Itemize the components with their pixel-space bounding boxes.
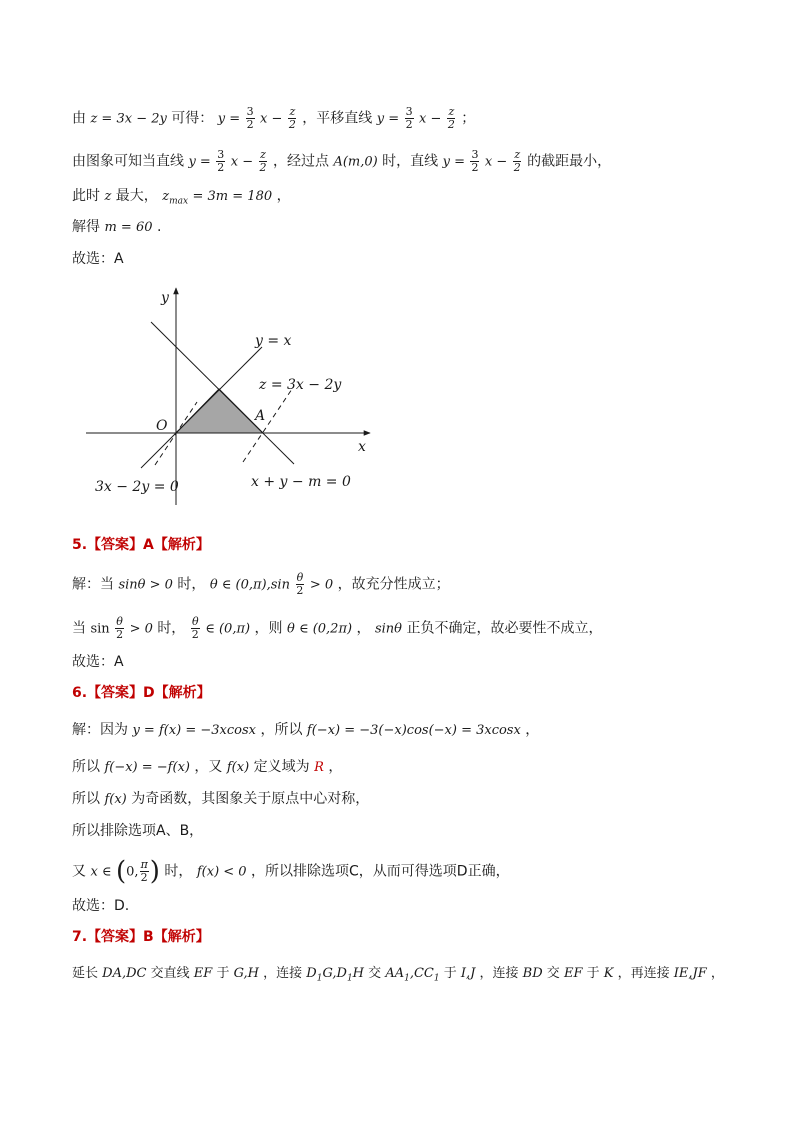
text: ， [710,966,724,981]
q6-line-2 [72,757,342,778]
math: y = [188,154,211,170]
text: ； [461,110,476,127]
text: ，平移直线 [302,110,373,127]
q6-line-5: 又 x ∈ (0, $\frac{\pi}{2}$ ) 时， f(x) < 0 ，所以排除选项C，从而可得选项D正确， [72,856,510,887]
text: 故选：D. [72,898,130,914]
text: ，故充分性成立； [337,576,450,593]
math: I,J [460,966,476,981]
math: y = f(x) = −3xcosx [132,723,257,738]
math: EF [563,966,583,981]
text: 交 [546,966,560,981]
math: > 0 [129,621,153,637]
text: 所以 [72,791,100,807]
math: BD [522,966,543,981]
math: $D_1G,D_1H$ [306,966,365,984]
label-y: y [161,290,169,306]
math: θ ∈ (0,2π) [286,621,353,637]
text: 解：当 [72,576,114,593]
text: 故选：A [72,654,124,670]
text: 于 [443,966,457,981]
q6-line-3 [72,789,369,810]
text: ，经过点 [273,153,329,170]
text: ，则 [254,620,283,637]
text: ，所以 [260,722,303,738]
text: 时，直线 [382,153,439,170]
math: y = [217,111,241,127]
math: y = [376,111,400,127]
fraction: $\frac{\theta}{2}$ [296,571,304,597]
text: ，连接 [263,966,303,981]
feasible-region [176,389,266,433]
fraction: $\frac{z}{2}$ [259,148,267,174]
fraction: $\frac{\theta}{2}$ [191,615,199,641]
fraction: $\frac{3}{2}$ [217,148,225,174]
fraction: $\frac{3}{2}$ [471,148,479,174]
math: DA,DC [102,966,147,981]
text: 延长 [72,966,99,981]
text: 为奇函数，其图象关于原点中心对称， [131,791,370,807]
math: f(x) [104,792,127,807]
answer-header: 6.【答案】D【解析】 [72,685,211,701]
text: 故选：A [72,251,124,267]
q6-line-1 [72,720,539,741]
text: 最大， [115,188,158,204]
math: x ∈ [90,864,112,880]
fraction: $\frac{3}{2}$ [246,105,254,131]
fraction: $\frac{z}{2}$ [513,148,521,174]
text: 可得： [171,110,214,127]
text: 所以 [72,759,100,775]
answer-header: 5.【答案】A【解析】 [72,537,210,553]
solution-line-4 [72,217,161,238]
solution-line-1 [72,106,475,131]
text: 所以排除选项A、B， [72,823,204,839]
text: ， [276,188,291,204]
math: EF [193,966,213,981]
text: ， [525,722,540,738]
fraction: $\frac{z}{2}$ [447,105,455,131]
solution-line-5 [72,249,124,269]
math: $AA_1,CC_1$ [385,966,440,984]
text: 于 [216,966,230,981]
math: R [314,760,324,775]
math: f(x) < 0 [196,864,247,880]
text: 的截距最小， [527,153,612,170]
q5-line-1 [72,572,450,597]
math: x − [230,154,254,170]
text: 于 [586,966,600,981]
math: G,H [233,966,259,981]
text: 时， [177,576,206,593]
math: f(x) [226,760,250,775]
line-y-equals-x [141,347,262,468]
math: f(−x) = −f(x) [104,760,190,775]
fraction: $\frac{\pi}{2}$ [140,858,148,884]
question-6-header [72,683,211,703]
math: = 3m = 180 [192,189,273,204]
text: 交 [368,966,382,981]
math: IE,JF [673,966,707,981]
label-3x-2y-0: 3x − 2y = 0 [95,479,179,495]
text: 此时 [72,188,100,204]
math: x − [419,111,442,127]
math: ∈ (0,π) [205,621,251,637]
coordinate-figure [80,282,380,507]
math: m = 60 [104,220,153,235]
text: 时， [157,620,186,637]
text: 时， [164,863,193,880]
q6-line-6 [72,896,129,916]
q7-line-1 [72,964,724,989]
text: ，所以排除选项C，从而可得选项D正确， [251,863,510,880]
text: 当 [72,620,86,637]
math: A(m,0) [333,154,378,170]
math: f(−x) = −3(−x)cos(−x) = 3xcosx [306,723,521,738]
question-5-header [72,535,210,555]
fraction: $\frac{3}{2}$ [405,105,413,131]
text: 解得 [72,219,100,235]
text: 由 [72,110,86,127]
math: x − [260,111,283,127]
q6-line-4 [72,821,203,841]
text: ，连接 [479,966,519,981]
math: sin [90,621,110,637]
text: 定义域为 [253,759,310,775]
label-x: x [358,439,366,455]
text: ， [356,620,371,637]
text: ，再连接 [617,966,670,981]
label-x-y-m-0: x + y − m = 0 [251,474,351,490]
math: θ ∈ (0,π),sin [209,577,290,593]
label-y-equals-x: y = x [255,333,292,349]
solution-line-3 [72,186,291,212]
label-z-expression: z = 3x − 2y [259,377,342,393]
math: > 0 [309,577,334,593]
text: ，又 [194,759,223,775]
text: 交直线 [150,966,190,981]
label-point-A: A [255,408,266,424]
q5-line-2 [72,616,602,641]
text: 由图象可知当直线 [72,153,184,170]
q5-line-3 [72,652,124,672]
math: sinθ [374,621,402,637]
fraction: $\frac{\theta}{2}$ [116,615,124,641]
math: $z_{max}$ [162,189,189,207]
math: K [603,966,614,981]
fraction: $\frac{z}{2}$ [288,105,296,131]
text: ， [328,759,343,775]
math: sinθ > 0 [118,577,173,593]
text: . [156,219,162,235]
solution-line-2 [72,149,611,174]
text: 又 [72,863,86,880]
text: 正负不确定，故必要性不成立， [406,620,603,637]
text: 解：因为 [72,722,128,738]
answer-header: 7.【答案】B【解析】 [72,929,210,945]
math: x − [484,154,508,170]
label-origin-O: O [156,418,168,434]
math: y = [442,154,465,170]
math: z = 3x − 2y [90,111,167,127]
question-7-header [72,927,210,947]
math: 0, [126,864,139,880]
math: z [104,189,112,204]
